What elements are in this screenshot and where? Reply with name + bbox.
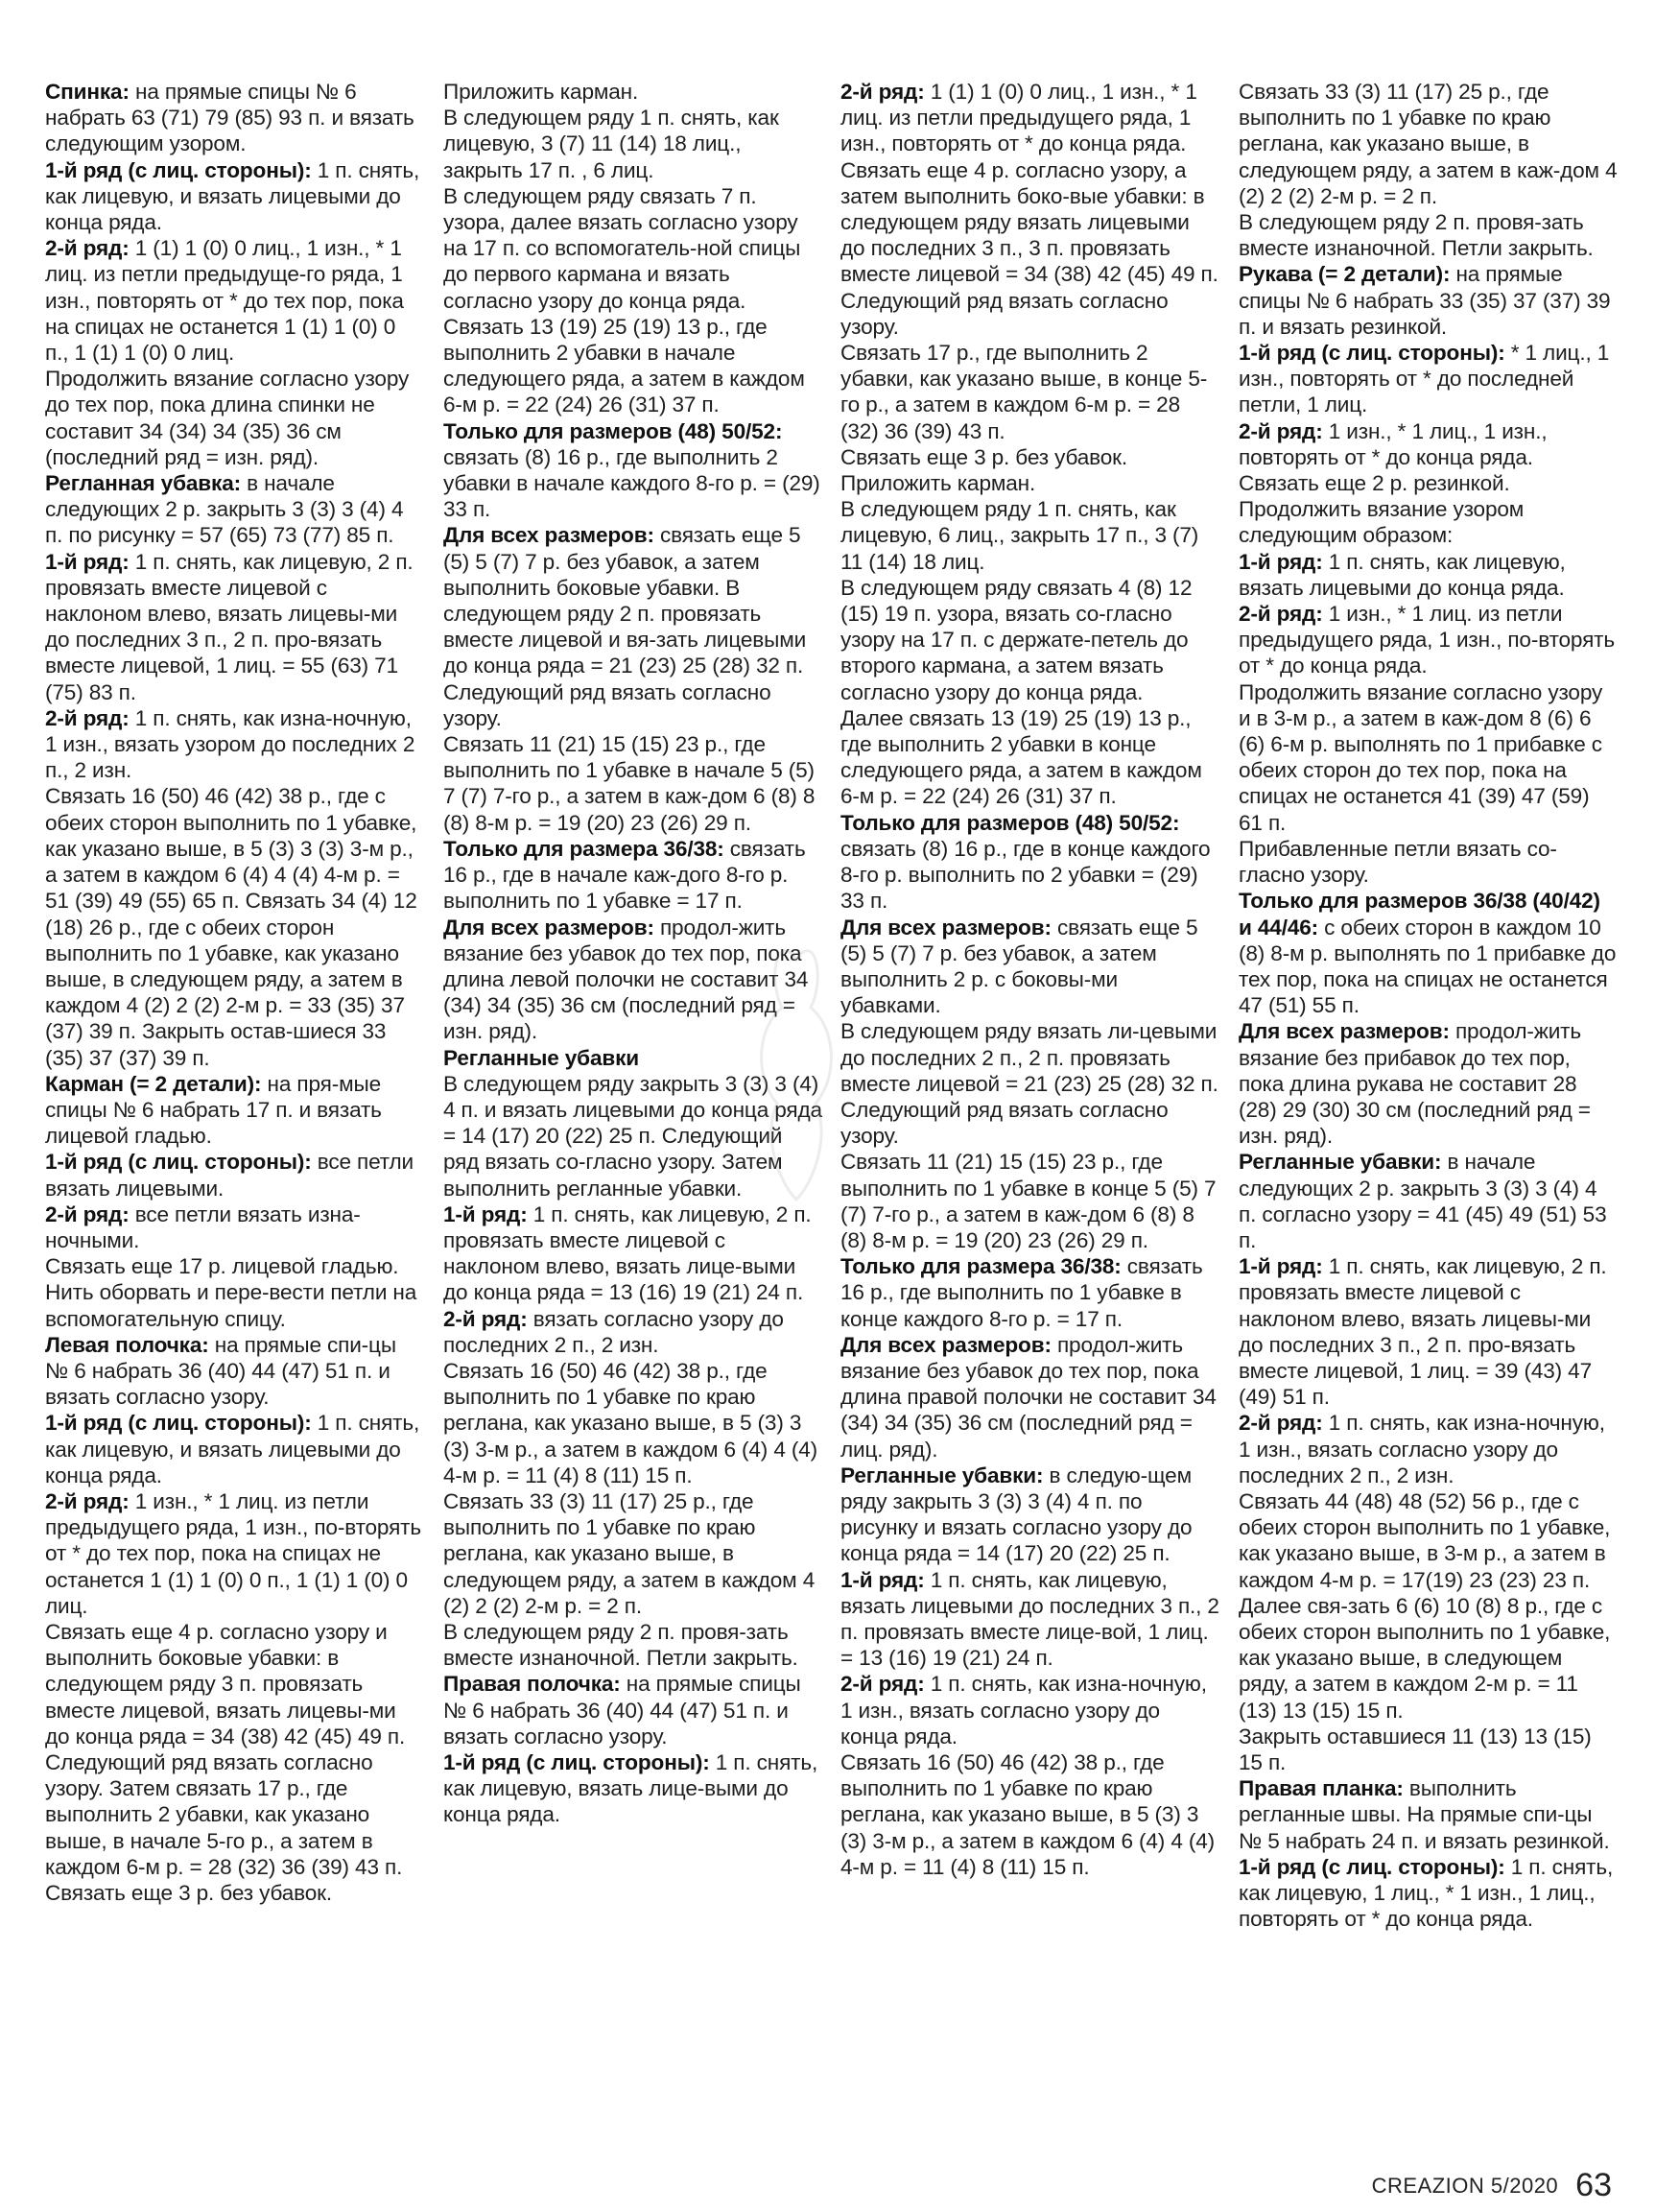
instruction-paragraph [840, 575, 1219, 705]
instruction-text: В следующем ряду 2 п. провя-зать вместе изнаночной. Петли закрыть. [1239, 210, 1594, 261]
instruction-text: 1 (1) 1 (0) 0 лиц., 1 изн., * 1 лиц. из петли предыдущего ряда, 1 изн., повторять от * до конца ряда. [840, 80, 1197, 156]
instruction-paragraph [1239, 209, 1618, 261]
instruction-heading: Регланные убавки: [840, 1463, 1044, 1487]
instruction-paragraph [1239, 1149, 1618, 1253]
instruction-paragraph [840, 444, 1219, 496]
instruction-paragraph [45, 1071, 424, 1150]
instruction-paragraph [45, 157, 424, 236]
instruction-paragraph [1239, 1488, 1618, 1724]
instruction-heading: Для всех размеров: [840, 915, 1052, 940]
instruction-heading: 2-й ряд: [45, 1201, 130, 1226]
instruction-text: 1 п. снять, как лицевую, и вязать лицевыми до конца ряда. [45, 157, 420, 235]
instruction-text: 1 п. снять, как лицевую, вязать лице-выми до конца ряда. [443, 1750, 818, 1827]
instruction-heading: Только для размера 36/38: [840, 1254, 1122, 1279]
instruction-text: 1 п. снять, как лицевую, 2 п. провязать вместе лицевой с наклоном влево, вязать лицевы-ми до последних 3 п., 2 п. про-вязать вместе лицевой, 1 лиц. = 55 (63) 71 (75) 83 п. [45, 549, 414, 704]
instruction-text: на прямые спицы № 6 набрать 63 (71) 79 (85) 93 п. и вязать следующим узором. [45, 80, 414, 156]
instruction-heading: 2-й ряд: [1239, 1411, 1323, 1436]
instruction-paragraph [1239, 1018, 1618, 1149]
instruction-text: на прямые спицы № 6 набрать 33 (35) 37 (37) 39 п. и вязать резинкой. [1239, 262, 1611, 339]
instruction-text: с обеих сторон в каждом 10 (8) 8-м р. выполнять по 1 прибавке до тех пор, пока на спицах не останется 47 (51) 55 п. [1239, 915, 1617, 1018]
instruction-paragraph [1239, 1253, 1618, 1410]
instruction-heading: 2-й ряд: [840, 80, 925, 104]
instruction-text: В следующем ряду 1 п. снять, как лицевую, 6 лиц., закрыть 17 п., 3 (7) 11 (14) 18 лиц. [840, 497, 1199, 574]
instruction-paragraph [443, 183, 822, 314]
instruction-text: продол-жить вязание без убавок до тех пор, пока длина левой полочки не составит 34 (34) 34 (35) 36 см (последний ряд = изн. ряд). [443, 915, 809, 1044]
instruction-paragraph [1239, 496, 1618, 548]
instruction-heading: Правая планка: [1239, 1776, 1404, 1801]
instruction-paragraph [443, 1619, 822, 1671]
instruction-paragraph [45, 1488, 424, 1619]
instruction-text: В следующем ряду 2 п. провя-зать вместе изнаночной. Петли закрыть. [443, 1619, 798, 1671]
page-number: 63 [1575, 2167, 1612, 2203]
magazine-issue: CREAZION 5/2020 [1371, 2174, 1559, 2198]
instruction-heading: 1-й ряд: [443, 1201, 528, 1226]
instruction-heading: 2-й ряд: [45, 1488, 130, 1513]
instruction-paragraph [45, 366, 424, 470]
instruction-text: 1 п. снять, как изна-ночную, 1 изн., вязать согласно узору до последних 2 п., 2 изн. [1239, 1411, 1605, 1487]
instruction-paragraph [840, 79, 1219, 157]
instruction-paragraph [45, 1253, 424, 1332]
instruction-text: в начале следующих 2 р. закрыть 3 (3) 3 (4) 4 п. согласно узору = 41 (45) 49 (51) 53 п. [1239, 1150, 1607, 1252]
instruction-text: продол-жить вязание без убавок до тех пор, пока длина правой полочки не составит 34 (34) 34 (35) 36 см (последний ряд = лиц. ряд). [840, 1332, 1217, 1462]
instruction-text: Прибавленные петли вязать со-гласно узору. [1239, 836, 1557, 888]
instruction-heading: Для всех размеров: [1239, 1019, 1450, 1044]
instruction-paragraph [840, 1149, 1219, 1253]
instruction-text: выполнить регланные швы. На прямые спи-цы № 5 набрать 24 п. и вязать резинкой. [1239, 1776, 1610, 1853]
instruction-text: Связать 11 (21) 15 (15) 23 р., где выполнить по 1 убавке в конце 5 (5) 7 (7) 7-го р., а затем в каж-дом 6 (8) 8 (8) 8-м р. = 19 (20) 23 (26) 29 п. [840, 1150, 1217, 1252]
instruction-text: 1 п. снять, как лицевую, 2 п. провязать вместе лицевой с наклоном влево, вязать лицевы-ми до последних 3 п., 2 п. про-вязать вместе лицевой, 1 лиц. = 39 (43) 47 (49) 51 п. [1239, 1254, 1607, 1410]
instruction-paragraph [443, 836, 822, 915]
instruction-text: в начале следующих 2 р. закрыть 3 (3) 3 (4) 4 п. по рисунку = 57 (65) 73 (77) 85 п. [45, 471, 404, 548]
instruction-paragraph [1239, 1854, 1618, 1933]
instruction-text: связать еще 5 (5) 5 (7) 7 р. без убавок, а затем выполнить боковые убавки. В следующем ряду 2 п. провязать вместе лицевой и вя-зать лицевыми до конца ряда = 21 (23) 25 (28) 32 п. Следующий ряд вязать согласно узору. [443, 523, 807, 730]
instruction-paragraph [1239, 79, 1618, 209]
instruction-paragraph [45, 1149, 424, 1201]
instruction-heading: Только для размеров 36/38 (40/42) и 44/46: [1239, 889, 1600, 940]
instruction-text: на прямые спи-цы № 6 набрать 36 (40) 44 (47) 51 п. и вязать согласно узору. [45, 1332, 396, 1410]
instruction-paragraph [443, 1201, 822, 1306]
instruction-paragraph [1239, 1410, 1618, 1488]
instruction-paragraph [45, 1332, 424, 1411]
instruction-paragraph [45, 1410, 424, 1488]
instruction-paragraph [1239, 261, 1618, 340]
instruction-text: Связать 33 (3) 11 (17) 25 р., где выполнить по 1 убавке по краю реглана, как указано выше, в следующем ряду, а затем в каж-дом 4 (2) 2 (2) 2-м р. = 2 п. [1239, 80, 1618, 208]
instruction-heading: Только для размеров (48) 50/52: [840, 810, 1180, 835]
instruction-text: на пря-мые спицы № 6 набрать 17 п. и вязать лицевой гладью. [45, 1071, 382, 1149]
instruction-heading: Для всех размеров: [443, 523, 654, 548]
instruction-heading: 2-й ряд: [45, 705, 130, 730]
instruction-paragraph [443, 314, 822, 418]
text-column-3 [840, 79, 1219, 1880]
instruction-paragraph [1239, 340, 1618, 418]
instruction-heading: 1-й ряд (с лиц. стороны): [1239, 1854, 1505, 1879]
instruction-text: Связать 16 (50) 46 (42) 38 р., где выполнить по 1 убавке по краю реглана, как указано выше, в 5 (3) 3 (3) 3-м р., а затем в каждом 6 (4) 4 (4) 4-м р. = 11 (4) 8 (11) 15 п. [840, 1750, 1216, 1879]
instruction-paragraph [443, 522, 822, 731]
instruction-text: Связать 17 р., где выполнить 2 убавки, как указано выше, в конце 5-го р., а затем в каждом 6-м р. = 28 (32) 36 (39) 43 п. [840, 341, 1208, 443]
instruction-heading: Регланная убавка: [45, 471, 241, 496]
instruction-heading: 2-й ряд: [1239, 602, 1323, 627]
instruction-text: Закрыть оставшиеся 11 (13) 13 (15) 15 п. [1239, 1724, 1592, 1774]
instruction-paragraph [1239, 1724, 1618, 1775]
instruction-heading: 1-й ряд: [1239, 1254, 1323, 1279]
instruction-paragraph [1239, 679, 1618, 836]
instruction-text: В следующем ряду связать 7 п. узора, далее вязать согласно узору на 17 п. со вспомогатель-ной спицы до первого кармана и вязать согласно узору до конца ряда. [443, 183, 801, 313]
instruction-paragraph [45, 235, 424, 366]
instruction-text: В следующем ряду вязать ли-цевыми до последних 2 п., 2 п. провязать вместе лицевой = 21 (23) 25 (28) 32 п. Следующий ряд вязать согласно узору. [840, 1019, 1218, 1149]
instruction-paragraph [45, 1201, 424, 1253]
instruction-paragraph [45, 783, 424, 1070]
instruction-text: Связать 33 (3) 11 (17) 25 р., где выполнить по 1 убавке по краю реглана, как указано выше, в следующем ряду, а затем в каждом 4 (2) 2 (2) 2-м р. = 2 п. [443, 1488, 816, 1618]
instruction-paragraph [840, 496, 1219, 575]
instruction-paragraph [443, 1671, 822, 1749]
text-column-4 [1239, 79, 1618, 1932]
instruction-text: * 1 лиц., 1 изн., повторять от * до последней петли, 1 лиц. [1239, 341, 1610, 417]
instruction-text: Связать 16 (50) 46 (42) 38 р., где с обеих сторон выполнить по 1 убавке, как указано выше, в 5 (3) 3 (3) 3-м р., а затем в каждом 6 (4) 4 (4) 4-м р. = 51 (39) 49 (55) 65 п. Связать 34 (4) 12 (18) 26 р., где с обеих сторон выполнить по 1 убавке, как указано выше, в следующем ряду, а затем в каждом 4 (2) 2 (2) 2-м р. = 33 (35) 37 (37) 39 п. Закрыть остав-шиеся 33 (35) 37 (37) 39 п. [45, 784, 417, 1070]
instruction-paragraph [443, 1306, 822, 1358]
text-column-1 [45, 79, 424, 1906]
instruction-heading: 1-й ряд (с лиц. стороны): [45, 1150, 312, 1175]
instruction-text: Связать 11 (21) 15 (15) 23 р., где выполнить по 1 убавке в начале 5 (5) 7 (7) 7-го р., а затем в каж-дом 6 (8) 8 (8) 8-м р. = 19 (20) 23 (26) 29 п. [443, 732, 816, 835]
instruction-text: связать (8) 16 р., где в конце каждого 8-го р. выполнить по 2 убавки = (29) 33 п. [840, 836, 1211, 914]
instruction-paragraph [1239, 418, 1618, 497]
instruction-paragraph [1239, 1775, 1618, 1854]
instruction-paragraph [840, 1463, 1219, 1567]
instruction-heading: 2-й ряд: [443, 1306, 528, 1331]
instruction-paragraph [840, 810, 1219, 915]
instruction-text: Далее связать 13 (19) 25 (19) 13 р., где выполнить 2 убавки в конце следующего ряда, а затем в каждом 6-м р. = 22 (24) 26 (31) 37 п. [840, 705, 1202, 809]
watermark-bunny-icon [729, 921, 863, 1209]
instruction-text: Продолжить вязание согласно узору и в 3-м р., а затем в каж-дом 8 (6) 6 (6) 6-м р. выполнять по 1 прибавке с обеих сторон до тех пор, пока на спицах не останется 41 (39) 47 (59) 61 п. [1239, 679, 1603, 835]
instruction-text: 1 п. снять, как изна-ночную, 1 изн., вязать согласно узору до конца ряда. [840, 1672, 1207, 1748]
instruction-text: в следую-щем ряду закрыть 3 (3) 3 (4) 4 п. по рисунку и вязать согласно узору до конца ряда = 14 (17) 20 (22) 25 п. [840, 1463, 1193, 1566]
instruction-paragraph [840, 705, 1219, 810]
instruction-paragraph [443, 1749, 822, 1828]
instruction-paragraph [443, 105, 822, 183]
instruction-paragraph [443, 731, 822, 836]
instruction-heading: 1-й ряд (с лиц. стороны): [1239, 341, 1505, 366]
instruction-paragraph [840, 340, 1219, 444]
instruction-text: В следующем ряду закрыть 3 (3) 3 (4) 4 п. и вязать лицевыми до конца ряда = 14 (17) 20 (22) 25 п. Следующий ряд вязать со-гласно узору. Затем выполнить регланные убавки. [443, 1071, 822, 1201]
instruction-heading: 1-й ряд: [45, 549, 130, 574]
instruction-text: В следующем ряду связать 4 (8) 12 (15) 19 п. узора, вязать со-гласно узору на 17 п. с держате-петель до второго кармана, а затем вязать согласно узору до конца ряда. [840, 575, 1193, 704]
instruction-heading: Для всех размеров: [840, 1332, 1052, 1357]
instruction-paragraph [443, 1358, 822, 1488]
instruction-text: 1 п. снять, как лицевую, 1 лиц., * 1 изн., 1 лиц., повторять от * до конца ряда. [1239, 1854, 1614, 1932]
instruction-heading: Регланные убавки: [1239, 1150, 1442, 1175]
instruction-paragraph [840, 1671, 1219, 1749]
instruction-text: все петли вязать изна-ночными. [45, 1201, 361, 1252]
instruction-text: Связать еще 17 р. лицевой гладью. Нить оборвать и пере-вести петли на вспомогательную спицу. [45, 1254, 417, 1331]
instruction-paragraph [443, 79, 822, 105]
instruction-heading: Для всех размеров: [443, 915, 654, 940]
instruction-paragraph [840, 1332, 1219, 1463]
instruction-text: 1 (1) 1 (0) 0 лиц., 1 изн., * 1 лиц. из петли предыдуще-го ряда, 1 изн., повторять от * до тех пор, пока на спицах не останется 1 (1) 1 (0) 0 п., 1 (1) 1 (0) 0 лиц. [45, 236, 404, 366]
instruction-heading: 2-й ряд: [840, 1672, 925, 1697]
instruction-text: связать (8) 16 р., где выполнить 2 убавки в начале каждого 8-го р. = (29) 33 п. [443, 444, 820, 522]
instruction-heading: Рукава (= 2 детали): [1239, 262, 1451, 287]
instruction-paragraph [45, 549, 424, 705]
instruction-text: связать 16 р., где в начале каж-дого 8-го р. выполнить по 1 убавке = 17 п. [443, 836, 806, 914]
instruction-text: на прямые спицы № 6 набрать 36 (40) 44 (47) 51 п. и вязать согласно узору. [443, 1672, 801, 1748]
instruction-paragraph [45, 470, 424, 549]
instruction-text: 1 п. снять, как лицевую, 2 п. провязать вместе лицевой с наклоном влево, вязать лице-выми до конца ряда = 13 (16) 19 (21) 24 п. [443, 1201, 812, 1305]
instruction-paragraph [443, 1488, 822, 1619]
instruction-text: 1 п. снять, как лицевую, и вязать лицевыми до конца ряда. [45, 1411, 420, 1487]
instruction-paragraph [1239, 601, 1618, 679]
instruction-text: продол-жить вязание без прибавок до тех пор, пока длина рукава не составит 28 (28) 29 (30) 30 см (последний ряд = изн. ряд). [1239, 1019, 1591, 1149]
instruction-text: Связать еще 3 р. без убавок. Приложить карман. [840, 444, 1128, 496]
instruction-text: Связать 44 (48) 48 (52) 56 р., где с обеих сторон выполнить по 1 убавке, как указано выше, в 3-м р., а затем в каждом 4-м р. = 17(19) 23 (23) 23 п. Далее свя-зать 6 (6) 10 (8) 8 р., где с обеих сторон выполнить по 1 убавке, как указано выше, в следующем ряду, а затем в каждом 2-м р. = 11 (13) 13 (15) 15 п. [1239, 1488, 1611, 1723]
instruction-paragraph [1239, 836, 1618, 888]
instruction-heading: 2-й ряд: [45, 236, 130, 261]
instruction-heading: Левая полочка: [45, 1332, 209, 1357]
instruction-heading: 1-й ряд: [1239, 549, 1323, 574]
instruction-text: 1 изн., * 1 лиц., 1 изн., повторять от * до конца ряда. Связать еще 2 р. резинкой. [1239, 418, 1548, 496]
instruction-text: Приложить карман. [443, 80, 639, 104]
instruction-text: 1 п. снять, как лицевую, вязать лицевыми до последних 3 п., 2 п. провязать вместе лице-вой, 1 лиц. = 13 (16) 19 (21) 24 п. [840, 1567, 1219, 1671]
instruction-text: В следующем ряду 1 п. снять, как лицевую, 3 (7) 11 (14) 18 лиц., закрыть 17 п. , 6 лиц. [443, 106, 779, 182]
instruction-text: Связать 13 (19) 25 (19) 13 р., где выполнить 2 убавки в начале следующего ряда, а затем в каждом 6-м р. = 22 (24) 26 (31) 37 п. [443, 314, 805, 417]
instruction-paragraph [45, 79, 424, 157]
instruction-text: Продолжить вязание узором следующим образом: [1239, 497, 1525, 548]
instruction-heading: Регланные убавки [443, 1045, 640, 1070]
instruction-text: все петли вязать лицевыми. [45, 1150, 414, 1201]
instruction-paragraph [840, 1749, 1219, 1880]
instruction-heading: Только для размеров (48) 50/52: [443, 418, 783, 443]
instruction-paragraph [840, 1253, 1219, 1332]
instruction-paragraph [1239, 888, 1618, 1018]
instruction-text: 1 п. снять, как лицевую, вязать лицевыми до конца ряда. [1239, 549, 1566, 600]
instruction-text: 1 п. снять, как изна-ночную, 1 изн., вязать узором до последних 2 п., 2 изн. [45, 705, 415, 783]
instruction-paragraph [443, 418, 822, 523]
instruction-paragraph [840, 915, 1219, 1019]
instruction-paragraph [45, 1619, 424, 1906]
instruction-text: Связать еще 4 р. согласно узору, а затем выполнить боко-вые убавки: в следующем ряду вязать лицевыми до последних 3 п., 3 п. провязать вместе лицевой = 34 (38) 42 (45) 49 п. Следующий ряд вязать согласно узору. [840, 157, 1218, 339]
instruction-paragraph [840, 1567, 1219, 1672]
instruction-heading: 1-й ряд: [840, 1567, 925, 1592]
instruction-heading: Правая полочка: [443, 1672, 621, 1697]
instruction-text: Связать еще 4 р. согласно узору и выполнить боковые убавки: в следующем ряду 3 п. провязать вместе лицевой, вязать лицевы-ми до конца ряда = 34 (38) 42 (45) 49 п. Следующий ряд вязать согласно узору. Затем связать 17 р., где выполнить 2 убавки, как указано выше, в начале 5-го р., а затем в каждом 6-м р. = 28 (32) 36 (39) 43 п. Связать еще 3 р. без убавок. [45, 1619, 406, 1906]
instruction-paragraph [1239, 549, 1618, 601]
instruction-paragraph [840, 1018, 1219, 1149]
instruction-heading: 1-й ряд (с лиц. стороны): [45, 157, 312, 182]
instruction-text: Связать 16 (50) 46 (42) 38 р., где выполнить по 1 убавке по краю реглана, как указано выше, в 5 (3) 3 (3) 3-м р., а затем в каждом 6 (4) 4 (4) 4-м р. = 11 (4) 8 (11) 15 п. [443, 1358, 818, 1487]
instruction-paragraph [45, 705, 424, 784]
instruction-heading: Спинка: [45, 80, 130, 104]
instruction-text: вязать согласно узору до последних 2 п., 2 изн. [443, 1306, 784, 1357]
page-footer [1372, 2167, 1612, 2204]
instruction-heading: Карман (= 2 детали): [45, 1071, 262, 1096]
instruction-heading: Только для размера 36/38: [443, 836, 724, 861]
instruction-text: 1 изн., * 1 лиц. из петли предыдущего ряда, 1 изн., по-вторять от * до конца ряда. [1239, 602, 1615, 678]
instruction-text: 1 изн., * 1 лиц. из петли предыдущего ряда, 1 изн., по-вторять от * до тех пор, пока на спицах не останется 1 (1) 1 (0) 0 п., 1 (1) 1 (0) 0 лиц. [45, 1488, 421, 1618]
instruction-paragraph [840, 157, 1219, 340]
instruction-heading: 1-й ряд (с лиц. стороны): [45, 1411, 312, 1436]
instruction-text: связать 16 р., где выполнить по 1 убавке в конце каждого 8-го р. = 17 п. [840, 1254, 1203, 1331]
instruction-heading: 2-й ряд: [1239, 418, 1323, 443]
instruction-text: связать еще 5 (5) 5 (7) 7 р. без убавок, а затем выполнить 2 р. с боковы-ми убавками. [840, 915, 1198, 1018]
instruction-text: Продолжить вязание согласно узору до тех пор, пока длина спинки не составит 34 (34) 34 (35) 36 см (последний ряд = изн. ряд). [45, 367, 410, 469]
instruction-heading: 1-й ряд (с лиц. стороны): [443, 1750, 710, 1774]
